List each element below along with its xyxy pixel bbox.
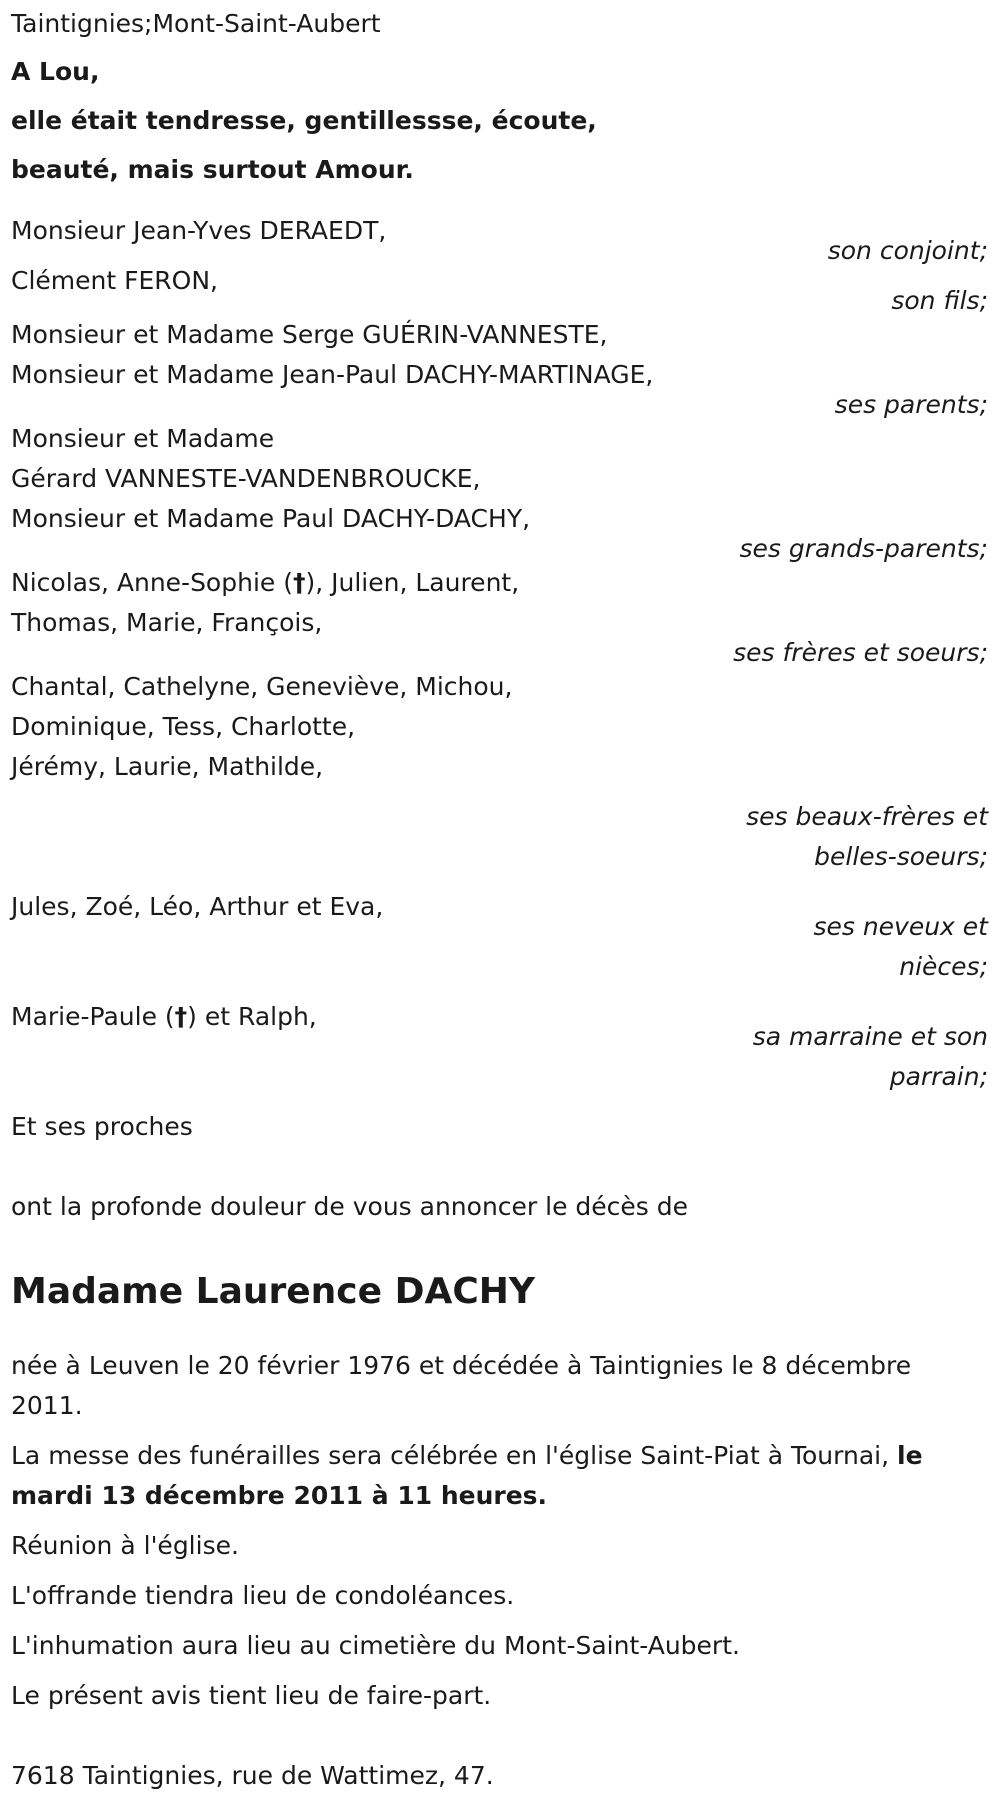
family-group-siblings xyxy=(11,563,988,667)
birth-death-info: née à Leuven le 20 février 1976 et décédée à Taintignies le 8 décembre 2011. xyxy=(11,1351,912,1420)
offering-info: L'offrande tiendra lieu de condoléances. xyxy=(11,1581,515,1610)
dedication-line: A Lou, xyxy=(11,57,100,86)
family-names xyxy=(11,997,317,1037)
announcement-text: ont la profonde douleur de vous annoncer le décès de xyxy=(11,1192,689,1221)
family-group-parents xyxy=(11,315,988,419)
family-name-line: Monsieur et Madame Paul DACHY-DACHY, xyxy=(11,504,531,533)
family-names xyxy=(11,419,530,539)
funeral-info: La messe des funérailles sera célébrée en l'église Saint-Piat à Tournai, le mardi 13 décembre 2011 à 11 heures. xyxy=(11,1441,923,1510)
family-relation: ses beaux-frères et belles-soeurs; xyxy=(746,802,988,871)
family-name-line: Thomas, Marie, François, xyxy=(11,608,323,637)
family-name-line: Marie-Paule (†) et Ralph, xyxy=(11,1002,317,1031)
address: 7618 Taintignies, rue de Wattimez, 47. xyxy=(11,1761,494,1790)
family-name-line: Monsieur Jean-Yves DERAEDT, xyxy=(11,216,387,245)
locality-header: Taintignies;Mont-Saint-Aubert xyxy=(11,9,381,38)
family-relation: son conjoint; xyxy=(827,236,988,265)
cross-icon: † xyxy=(174,1002,188,1031)
family-names xyxy=(11,261,218,301)
family-group-grandparents xyxy=(11,419,988,563)
funeral-date: le mardi 13 décembre 2011 à 11 heures. xyxy=(11,1441,923,1510)
family-group-in-laws xyxy=(11,667,988,877)
family-relation: ses grands-parents; xyxy=(739,534,988,563)
family-name-line: Monsieur et Madame Serge GUÉRIN-VANNESTE, xyxy=(11,320,608,349)
family-relation: son fils; xyxy=(891,286,988,315)
family-relation: ses frères et soeurs; xyxy=(733,638,988,667)
family-group-spouse xyxy=(11,211,988,265)
family-name-line: Nicolas, Anne-Sophie (†), Julien, Laurent, xyxy=(11,568,520,597)
family-names xyxy=(11,887,383,927)
family-name-line: Jules, Zoé, Léo, Arthur et Eva, xyxy=(11,892,384,921)
family-name-line: Monsieur et Madame Jean-Paul DACHY-MARTINAGE, xyxy=(11,360,654,389)
family-name-line: Chantal, Cathelyne, Geneviève, Michou, xyxy=(11,672,513,701)
obituary-document xyxy=(0,4,988,1796)
family-group-godparents xyxy=(11,997,988,1097)
deceased-name: Madame Laurence DACHY xyxy=(11,1271,535,1312)
family-name-line: Dominique, Tess, Charlotte, xyxy=(11,712,356,741)
notice-info: Le présent avis tient lieu de faire-part. xyxy=(11,1681,492,1710)
family-name-line: Jérémy, Laurie, Mathilde, xyxy=(11,752,324,781)
family-names xyxy=(11,211,386,251)
family-name-line: Gérard VANNESTE-VANDENBROUCKE, xyxy=(11,464,481,493)
dedication-line: elle était tendresse, gentillessse, écoute, xyxy=(11,106,597,135)
family-group-nephews xyxy=(11,887,988,987)
dedication-block xyxy=(11,52,988,190)
family-relation: ses neveux et nièces; xyxy=(813,912,988,981)
burial-info: L'inhumation aura lieu au cimetière du Mont-Saint-Aubert. xyxy=(11,1631,740,1660)
family-relation: sa marraine et son parrain; xyxy=(752,1022,988,1091)
family-name-line: Monsieur et Madame xyxy=(11,424,275,453)
family-names xyxy=(11,667,512,787)
meeting-info: Réunion à l'église. xyxy=(11,1531,239,1560)
cross-icon: † xyxy=(292,568,306,597)
dedication-line: beauté, mais surtout Amour. xyxy=(11,155,414,184)
family-names xyxy=(11,315,653,395)
closing-line: Et ses proches xyxy=(11,1112,193,1141)
family-relation: ses parents; xyxy=(834,390,988,419)
family-list xyxy=(11,211,988,1097)
family-names xyxy=(11,563,519,643)
family-name-line: Clément FERON, xyxy=(11,266,218,295)
